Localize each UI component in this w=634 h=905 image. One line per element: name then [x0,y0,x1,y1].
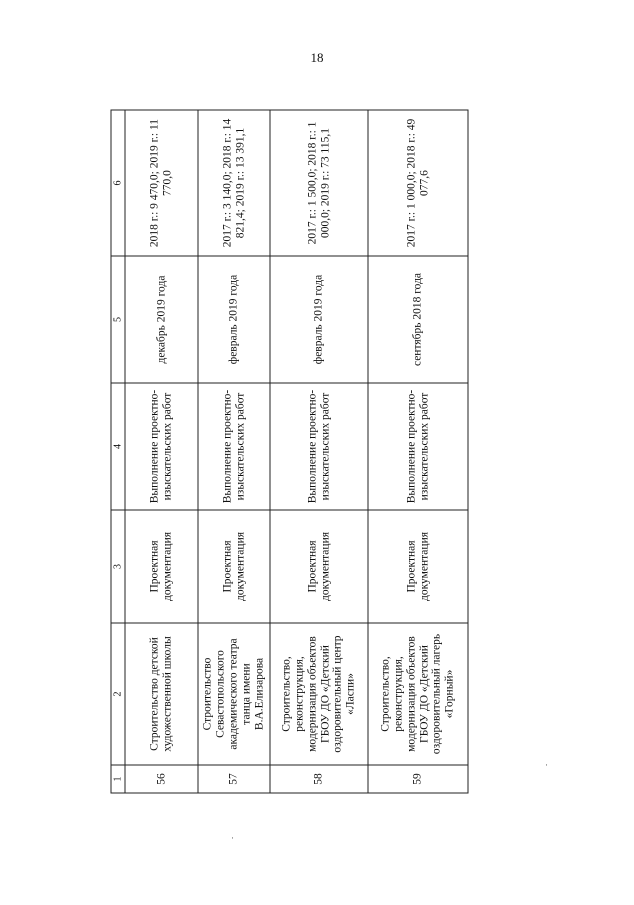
documentation-type: Проектная документация [198,510,270,623]
scan-speck: · [545,760,548,770]
object-name: Строительство детской художественной школы [125,623,198,765]
table-row [368,110,468,793]
column-header: 3 [111,510,125,623]
financing: 2017 г.: 1 500,0; 2018 г.: 1 000,0; 2019 г.: 73 115,1 [270,110,368,256]
documentation-type: Проектная документация [368,510,468,623]
row-number: 58 [270,765,368,793]
column-header: 5 [111,256,125,383]
row-number: 59 [368,765,468,793]
table-row [198,110,270,793]
rotated-table-container [110,110,466,793]
scan-speck: · [231,833,234,843]
column-header: 4 [111,383,125,510]
financing: 2017 г.: 1 000,0; 2018 г.: 49 077,6 [368,110,468,256]
page-number: 18 [310,50,324,65]
completion-term: февраль 2019 года [270,256,368,383]
documentation-type: Проектная документация [270,510,368,623]
completion-term: сентябрь 2018 года [368,256,468,383]
object-name: Строительство Севастопольского академического театра танца имени В.А.Елизарова [198,623,270,765]
object-name: Строительство, реконструкция, модернизация объектов ГБОУ ДО «Детский оздоровительный лагерь «Горный» [368,623,468,765]
documentation-type: Проектная документация [125,510,198,623]
column-number-row [111,110,125,793]
table-row [270,110,368,793]
row-number: 56 [125,765,198,793]
column-header: 6 [111,110,125,256]
completion-term: декабрь 2019 года [125,256,198,383]
work-type: Выполнение проектно-изыскательских работ [368,383,468,510]
column-header: 2 [111,623,125,765]
table-row [125,110,198,793]
work-type: Выполнение проектно-изыскательских работ [270,383,368,510]
completion-term: февраль 2019 года [198,256,270,383]
financing: 2018 г.: 9 470,0; 2019 г.: 11 770,0 [125,110,198,256]
table-area [110,110,466,793]
work-type: Выполнение проектно-изыскательских работ [125,383,198,510]
projects-table [110,109,468,793]
work-type: Выполнение проектно-изыскательских работ [198,383,270,510]
financing: 2017 г.: 3 140,0; 2018 г.: 14 821,4; 2019 г.: 13 391,1 [198,110,270,256]
object-name: Строительство, реконструкция, модернизация объектов ГБОУ ДО «Детский оздоровительный центр «Ласпи» [270,623,368,765]
row-number: 57 [198,765,270,793]
column-header: 1 [111,765,125,793]
